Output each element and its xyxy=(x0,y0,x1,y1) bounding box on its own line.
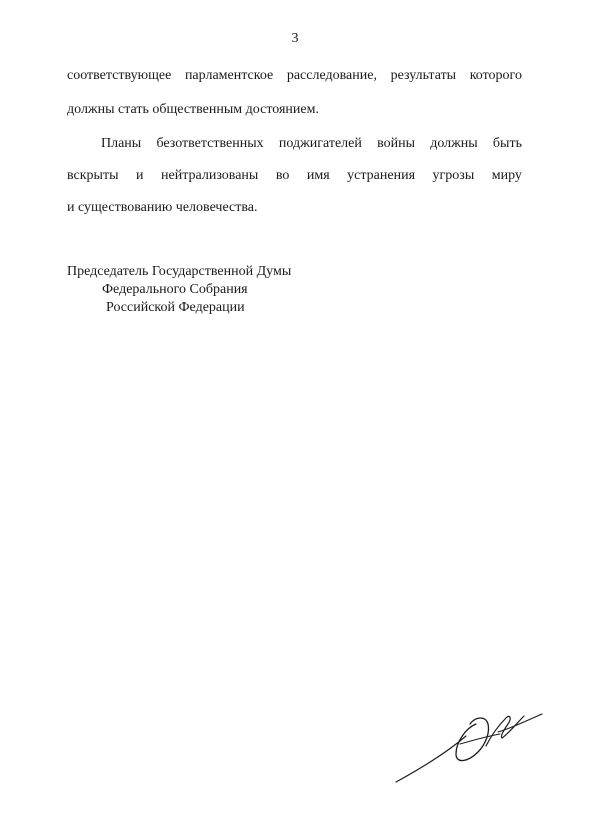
paragraph1-line2: должны стать общественным достоянием. xyxy=(67,102,319,117)
word: во xyxy=(275,168,290,183)
word: имя xyxy=(306,168,330,183)
word: должны xyxy=(430,136,478,151)
word: вскрыты xyxy=(67,168,119,183)
word: войны xyxy=(377,136,415,151)
word: угрозы xyxy=(432,168,475,183)
word: расследование, xyxy=(286,68,377,83)
signature-icon xyxy=(390,698,550,788)
paragraph2-line3: и существованию человечества. xyxy=(67,200,258,215)
signatory-title-line3: Российской Федерации xyxy=(106,300,245,315)
word: которого xyxy=(469,68,522,83)
word: парламентское xyxy=(184,68,274,83)
word: быть xyxy=(492,136,522,151)
paragraph1-line1 xyxy=(67,68,522,84)
word: соответствующее xyxy=(67,68,172,83)
paragraph2-line1 xyxy=(101,136,522,152)
word: устранения xyxy=(347,168,416,183)
signatory-title-line1: Председатель Государственной Думы xyxy=(67,264,292,279)
word: безответственных xyxy=(156,136,264,151)
word: миру xyxy=(491,168,522,183)
word: поджигателей xyxy=(278,136,362,151)
signatory-title-line2: Федерального Собрания xyxy=(102,282,248,297)
word: результаты xyxy=(390,68,457,83)
word: и xyxy=(136,168,144,183)
word: Планы xyxy=(101,136,142,151)
paragraph2-line2 xyxy=(67,168,522,184)
word: нейтрализованы xyxy=(161,168,259,183)
page-number: 3 xyxy=(291,31,299,46)
